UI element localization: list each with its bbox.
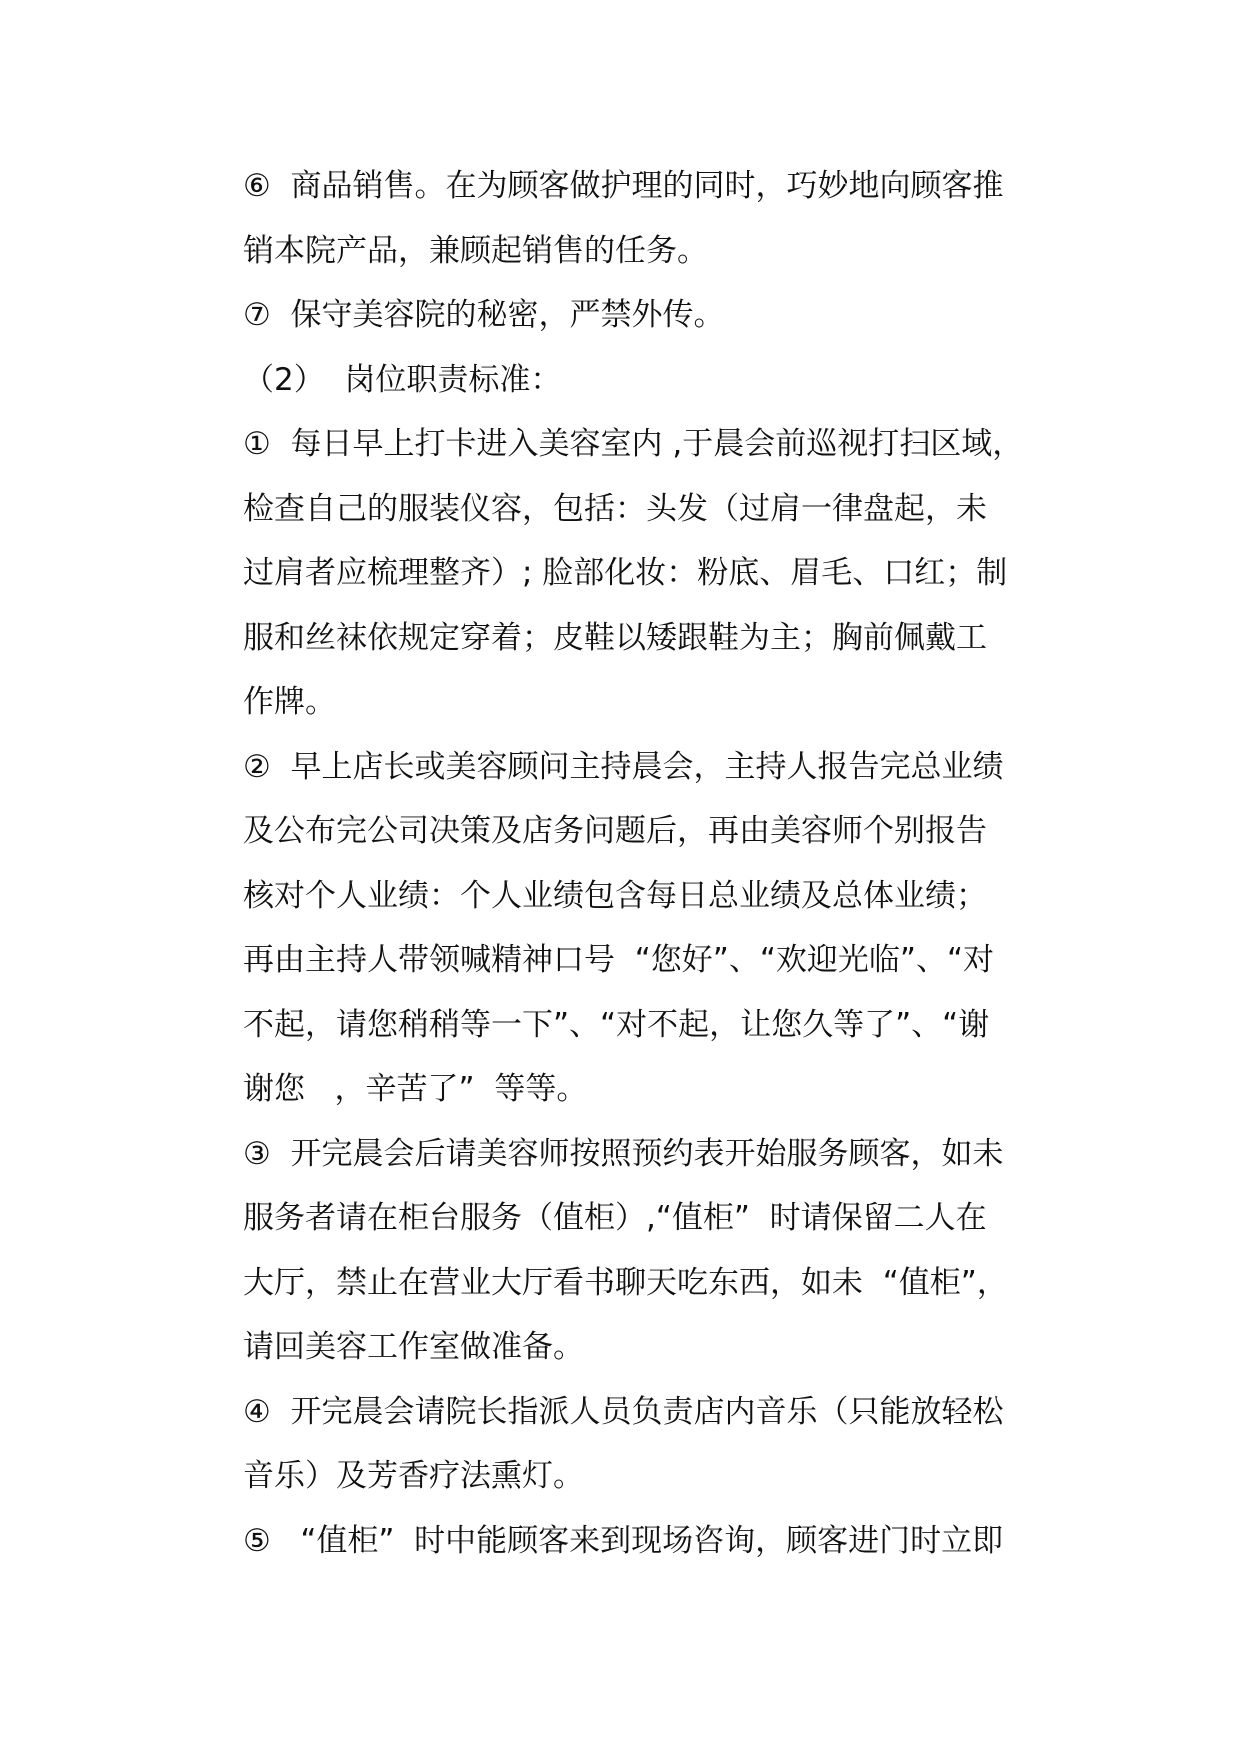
text-line-4: （2） 岗位职责标准： [243, 361, 562, 398]
text-line-8: 服和丝袜依规定穿着；皮鞋以矮跟鞋为主；胸前佩戴工 [243, 619, 987, 656]
text-line-12: 核对个人业绩：个人业绩包含每日总业绩及总体业绩； [243, 877, 987, 914]
text-line-2: 销本院产品，兼顾起销售的任务。 [243, 232, 708, 269]
text-line-5: ① 每日早上打卡进入美容室内 ,于晨会前巡视打扫区域， [243, 426, 1024, 462]
text-line-7: 过肩者应梳理整齐）; 脸部化妆：粉底、眉毛、口红；制 [243, 555, 1008, 591]
text-line-21: 音乐）及芳香疗法熏灯。 [243, 1458, 584, 1494]
text-line-14: 不起，请您稍稍等一下”、“对不起，让您久等了”、“谢 [243, 1006, 990, 1043]
document-body [243, 154, 1073, 1573]
text-line-3: ⑦ 保守美容院的秘密，严禁外传。 [243, 297, 725, 333]
text-line-22: ⑤ “值柜” 时中能顾客来到现场咨询，顾客进门时立即 [243, 1522, 1004, 1559]
text-line-17: 服务者请在柜台服务（值柜）,“值柜” 时请保留二人在 [243, 1200, 987, 1236]
text-line-1: ⑥ 商品销售。在为顾客做护理的同时，巧妙地向顾客推 [243, 168, 1004, 204]
text-line-18: 大厅，禁止在营业大厅看书聊天吃东西，如未 “值柜”， [243, 1264, 1008, 1301]
text-line-10: ② 早上店长或美容顾问主持晨会，主持人报告完总业绩 [243, 748, 1004, 785]
text-line-6: 检查自己的服装仪容，包括：头发（过肩一律盘起，未 [243, 490, 987, 527]
text-line-20: ④ 开完晨会请院长指派人员负责店内音乐（只能放轻松 [243, 1393, 1004, 1430]
text-line-9: 作牌。 [243, 684, 336, 720]
text-line-19: 请回美容工作室做准备。 [243, 1329, 584, 1365]
text-line-11: 及公布完公司决策及店务问题后，再由美容师个别报告 [243, 813, 987, 849]
text-line-13: 再由主持人带领喊精神口号 “您好”、“欢迎光临”、“对 [243, 942, 995, 978]
text-line-15: 谢您 ，辛苦了” 等等。 [243, 1071, 588, 1107]
text-line-16: ③ 开完晨会后请美容师按照预约表开始服务顾客，如未 [243, 1135, 1004, 1172]
